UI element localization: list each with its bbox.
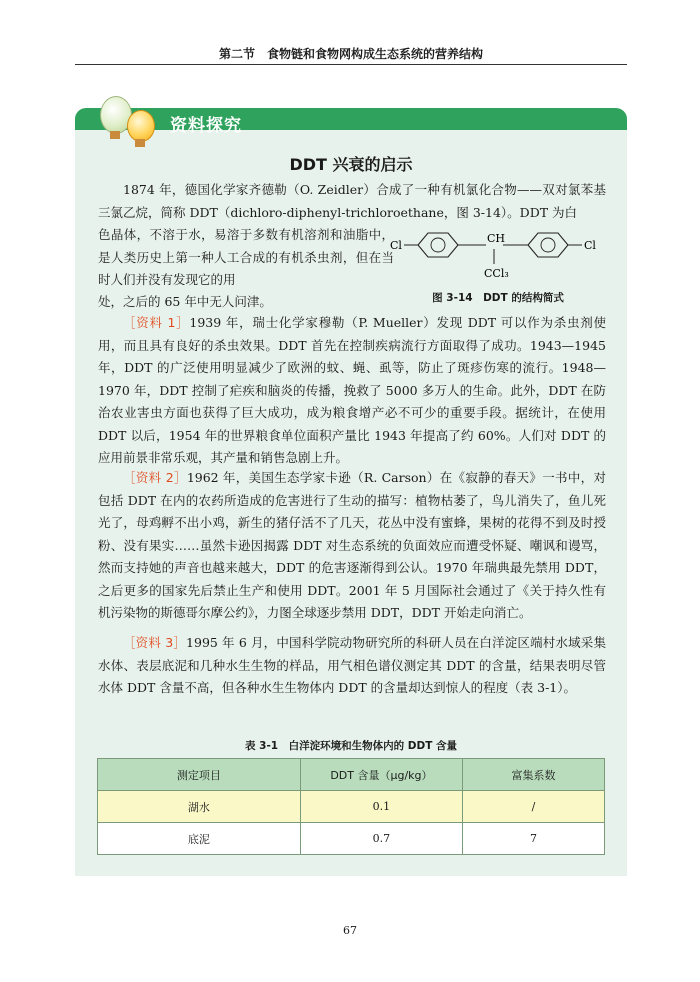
material-3-tag: ［资料 3］ — [123, 635, 187, 650]
material-1-paragraph — [98, 312, 606, 470]
article-title: DDT 兴衰的启示 — [289, 155, 413, 174]
intro-paragraph-1: 1874 年，德国化学家齐德勒（O. Zeidler）合成了一种有机氯化合物——双对氯苯基三氯乙烷，简称 DDT（dichloro-diphenyl-trichloroethane，图 3-14）。DDT 为白 — [98, 182, 606, 220]
table-row — [98, 823, 605, 855]
lightbulb-base-icon — [110, 131, 120, 139]
running-header: 第二节 食物链和食物网构成生态系统的营养结构 — [75, 44, 627, 65]
lightbulb-base-icon — [135, 139, 145, 147]
table-cell: 底泥 — [98, 823, 301, 855]
left-chlorine-label: Cl — [390, 239, 402, 252]
table-cell: 0.7 — [300, 823, 462, 855]
header-enrichment: 富集系数 — [463, 759, 605, 791]
intro-paragraph-3: 处，之后的 65 年中无人问津。 — [98, 294, 272, 309]
ddt-content-table — [97, 758, 605, 855]
material-3-text: 1995 年 6 月，中国科学院动物研究所的科研人员在白洋淀区端村水域采集水体、表层底泥和几种水生生物的样品，用气相色谱仪测定其 DDT 的含量，结果表明尽管水体 DDT 含量不高，但各种水生生物体内 DDT 的含量却达到惊人的程度（表 3-1）。 — [98, 635, 606, 695]
table-cell: / — [463, 791, 605, 823]
section-banner — [75, 108, 627, 130]
ccl3-label: CCl₃ — [484, 267, 509, 280]
banner-title: 资料探究 — [170, 116, 242, 136]
center-ch-label: CH — [487, 232, 506, 245]
material-3-paragraph — [98, 632, 606, 700]
material-1-tag: ［资料 1］ — [123, 315, 190, 330]
table-row — [98, 791, 605, 823]
table-caption: 表 3-1 白洋淀环境和生物体内的 DDT 含量 — [244, 740, 458, 752]
table-cell: 湖水 — [98, 791, 301, 823]
material-2-tag: ［资料 2］ — [123, 470, 187, 485]
material-2-paragraph — [98, 467, 606, 625]
page-number: 67 — [343, 924, 357, 937]
ddt-structure-diagram — [388, 224, 608, 286]
intro-paragraph-2: 色晶体，不溶于水，易溶于多数有机溶剂和油脂中，是人类历史上第一种人工合成的有机杀虫剂，但在当时人们并没有发现它的用 — [98, 227, 394, 287]
header-item: 测定项目 — [98, 759, 301, 791]
material-1-text: 1939 年，瑞士化学家穆勒（P. Mueller）发现 DDT 可以作为杀虫剂使用，而且具有良好的杀虫效果。DDT 首先在控制疾病流行方面取得了成功。1943—1945 年，DDT 的广泛使用明显减少了欧洲的蚊、蝇、虱等，防止了斑疹伤寒的流行。1948—1970 年，DDT 控制了疟疾和脑炎的传播，挽救了 5000 多万人的生命。此外，DDT 在防治农业害虫方面也获得了巨大成功，成为粮食增产必不可少的重要手段。据统计，在使用 DDT 以后，1954 年的世界粮食单位面积产量比 1943 年提高了约 60%。人们对 DDT 的应用前景非常乐观，其产量和销售急剧上升。 — [98, 315, 606, 465]
header-ddt-content: DDT 含量（μg/kg） — [300, 759, 462, 791]
table-cell: 7 — [463, 823, 605, 855]
table-header-row — [98, 759, 605, 791]
figure-caption: 图 3-14 DDT 的结构简式 — [432, 292, 564, 304]
right-chlorine-label: Cl — [584, 239, 596, 252]
table-cell: 0.1 — [300, 791, 462, 823]
material-2-text: 1962 年，美国生态学家卡逊（R. Carson）在《寂静的春天》一书中，对包括 DDT 在内的农药所造成的危害进行了生动的描写：植物枯萎了，鸟儿消失了，鱼儿死光了，母鸡孵不出小鸡，新生的猪仔活不了几天，花丛中没有蜜蜂，果树的花得不到及时授粉、没有果实……虽然卡逊因揭露 DDT 对生态系统的负面效应而遭受怀疑、嘲讽和谩骂，然而支持她的声音也越来越大，DDT 的危害逐渐得到公认。1970 年瑞典最先禁用 DDT，之后更多的国家先后禁止生产和使用 DDT。2001 年 5 月国际社会通过了《关于持久性有机污染物的斯德哥尔摩公约》，力图全球逐步禁用 DDT，DDT 开始走向消亡。 — [98, 470, 606, 620]
lightbulb-lit-icon — [127, 110, 155, 142]
